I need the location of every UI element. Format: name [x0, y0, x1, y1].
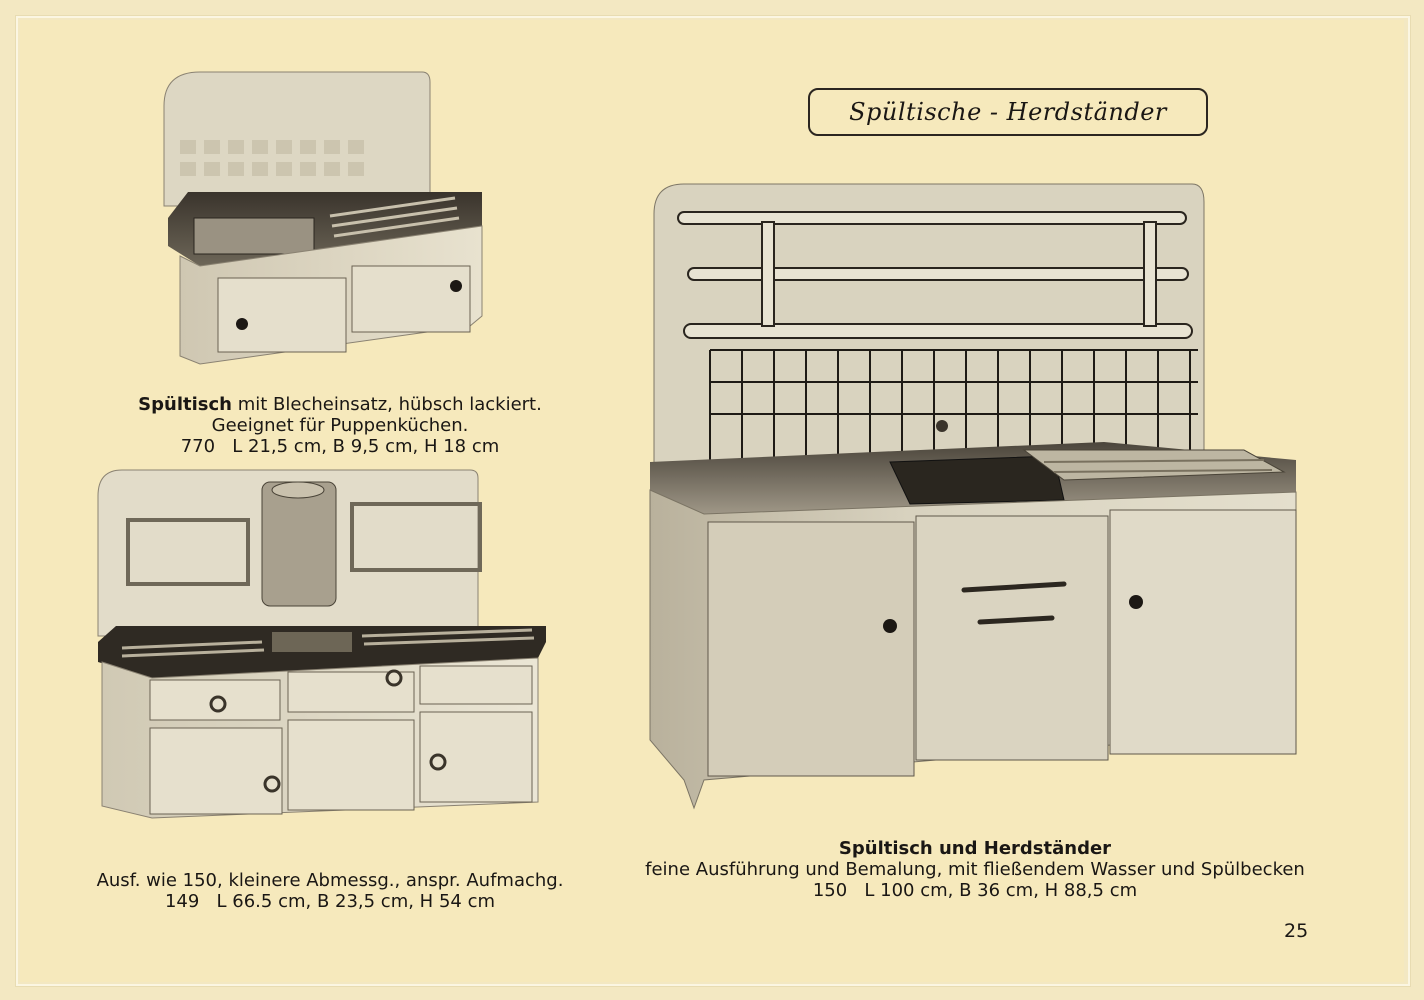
product-dims: L 21,5 cm, B 9,5 cm, H 18 cm [232, 436, 500, 457]
product-desc: feine Ausführung und Bemalung, mit fließendem Wasser und Spülbecken [645, 859, 1305, 880]
product-number: 149 [164, 891, 200, 912]
product-number: 150 [812, 880, 848, 901]
product-name: Spültisch [138, 394, 232, 415]
product-name: Spültisch und Herdständer [838, 838, 1112, 859]
illustration-sink-770 [160, 66, 490, 376]
product-dims: L 66.5 cm, B 23,5 cm, H 54 cm [216, 891, 495, 912]
illustration-sink-149 [92, 466, 552, 826]
product-desc: mit Blecheinsatz, hübsch lackiert. [237, 394, 542, 415]
illustration-sink-150 [644, 180, 1306, 810]
page-title: Spültische - Herdständer [808, 88, 1208, 136]
caption-770 [90, 394, 590, 457]
product-dims: L 100 cm, B 36 cm, H 88,5 cm [864, 880, 1138, 901]
caption-149 [60, 870, 600, 912]
product-desc-line2: Geeignet für Puppenküchen. [211, 415, 469, 436]
product-number: 770 [180, 436, 216, 457]
page-number: 25 [1284, 920, 1309, 942]
product-desc: Ausf. wie 150, kleinere Abmessg., anspr. Aufmachg. [96, 870, 564, 891]
caption-150 [620, 838, 1330, 901]
